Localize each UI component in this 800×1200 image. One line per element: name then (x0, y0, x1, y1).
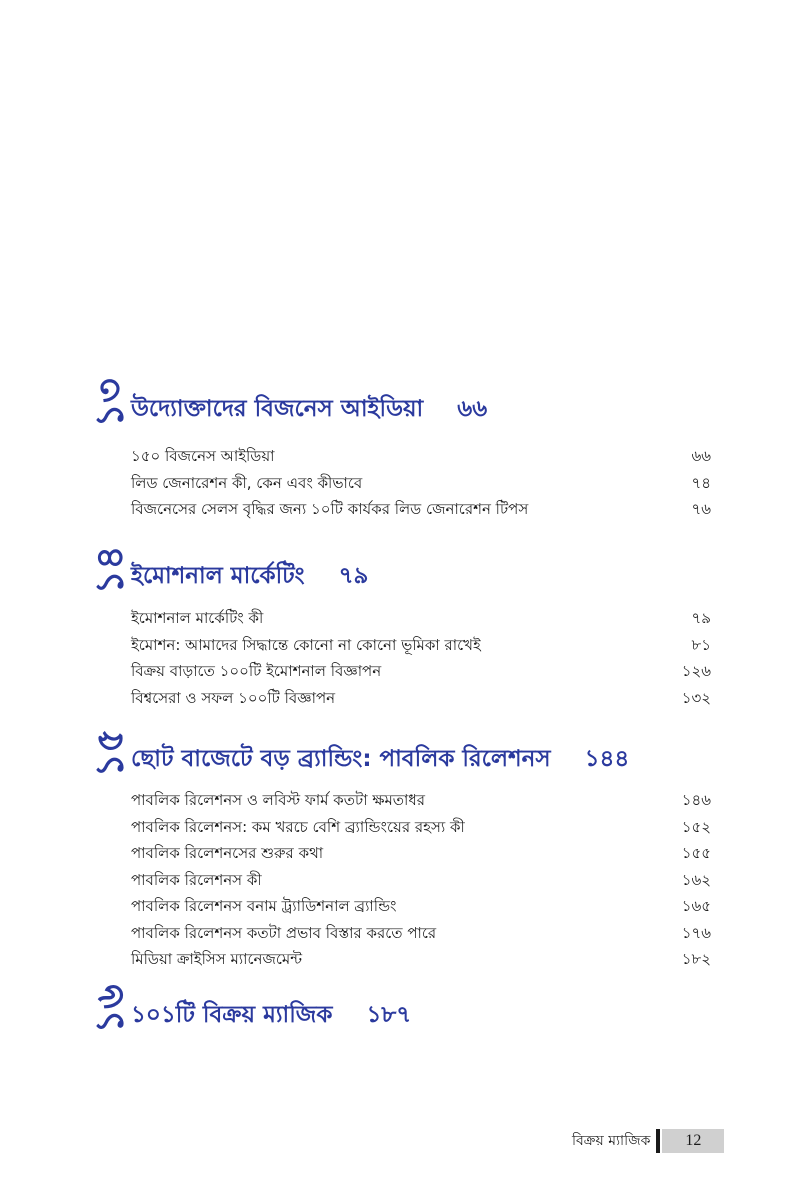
toc-entry[interactable]: ইমোশন: আমাদের সিদ্ধান্তে কোনো না কোনো ভূমিকা রাখেই ৮১ (131, 635, 711, 654)
toc-entry[interactable]: পাবলিক রিলেশনস: কম খরচে বেশি ব্র্যান্ডিংয়ের রহস্য কী ১৫২ (131, 817, 711, 836)
chapter-number: ১৬ (88, 984, 132, 1034)
chapter-title: ইমোশনাল মার্কেটিং ৭৯ (131, 563, 369, 589)
entry-list (131, 443, 711, 523)
toc-entry[interactable]: পাবলিক রিলেশনস কতটা প্রভাব বিস্তার করতে পারে ১৭৬ (131, 923, 711, 942)
page-footer (572, 1129, 724, 1153)
entry-list (131, 787, 711, 973)
chapter-page: ১৪৪ (584, 746, 630, 772)
running-title: বিক্রয় ম্যাজিক (572, 1133, 651, 1149)
toc-entry[interactable]: পাবলিক রিলেশনস কী ১৬২ (131, 870, 711, 889)
entry-list (131, 605, 711, 711)
chapter-number: ১৪ (88, 545, 133, 595)
chapter-title: ১০১টি বিক্রয় ম্যাজিক ১৮৭ (131, 1002, 412, 1028)
chapter-page: ৬৬ (457, 396, 488, 422)
toc-entry[interactable]: ইমোশনাল মার্কেটিং কী ৭৯ (131, 609, 711, 627)
chapter-number: ১৫ (88, 728, 133, 778)
chapter-page: ১৮৭ (366, 1002, 412, 1028)
toc-entry[interactable]: ১৫০ বিজনেস আইডিয়া ৬৬ (131, 447, 711, 465)
footer-divider (656, 1129, 660, 1153)
page-number: 12 (662, 1129, 724, 1153)
toc-entry[interactable]: পাবলিক রিলেশনস ও লবিস্ট ফার্ম কতটা ক্ষমতাধর ১৪৬ (131, 791, 711, 809)
toc-entry[interactable]: মিডিয়া ক্রাইসিস ম্যানেজমেন্ট ১৮২ (131, 950, 711, 968)
chapter-page: ৭৯ (338, 563, 369, 589)
chapter-number: ১৩ (88, 378, 132, 428)
toc-entry[interactable]: বিজনেসের সেলস বৃদ্ধির জন্য ১০টি কার্যকর লিড জেনারেশন টিপস ৭৬ (131, 500, 711, 518)
toc-entry[interactable]: লিড জেনারেশন কী, কেন এবং কীভাবে ৭৪ (131, 473, 711, 492)
toc-entry[interactable]: বিক্রয় বাড়াতে ১০০টি ইমোশনাল বিজ্ঞাপন ১২৬ (131, 662, 711, 680)
chapter-title: ছোট বাজেটে বড় ব্র্যান্ডিং: পাবলিক রিলেশনস ১৪৪ (131, 746, 630, 772)
chapter-title: উদ্যোক্তাদের বিজনেস আইডিয়া ৬৬ (131, 396, 488, 422)
toc-entry[interactable]: পাবলিক রিলেশনস বনাম ট্র্যাডিশনাল ব্র্যান্ডিং ১৬৫ (131, 897, 711, 915)
toc-entry[interactable]: বিশ্বসেরা ও সফল ১০০টি বিজ্ঞাপন ১৩২ (131, 688, 711, 707)
toc-entry[interactable]: পাবলিক রিলেশনসের শুরুর কথা ১৫৫ (131, 844, 711, 862)
